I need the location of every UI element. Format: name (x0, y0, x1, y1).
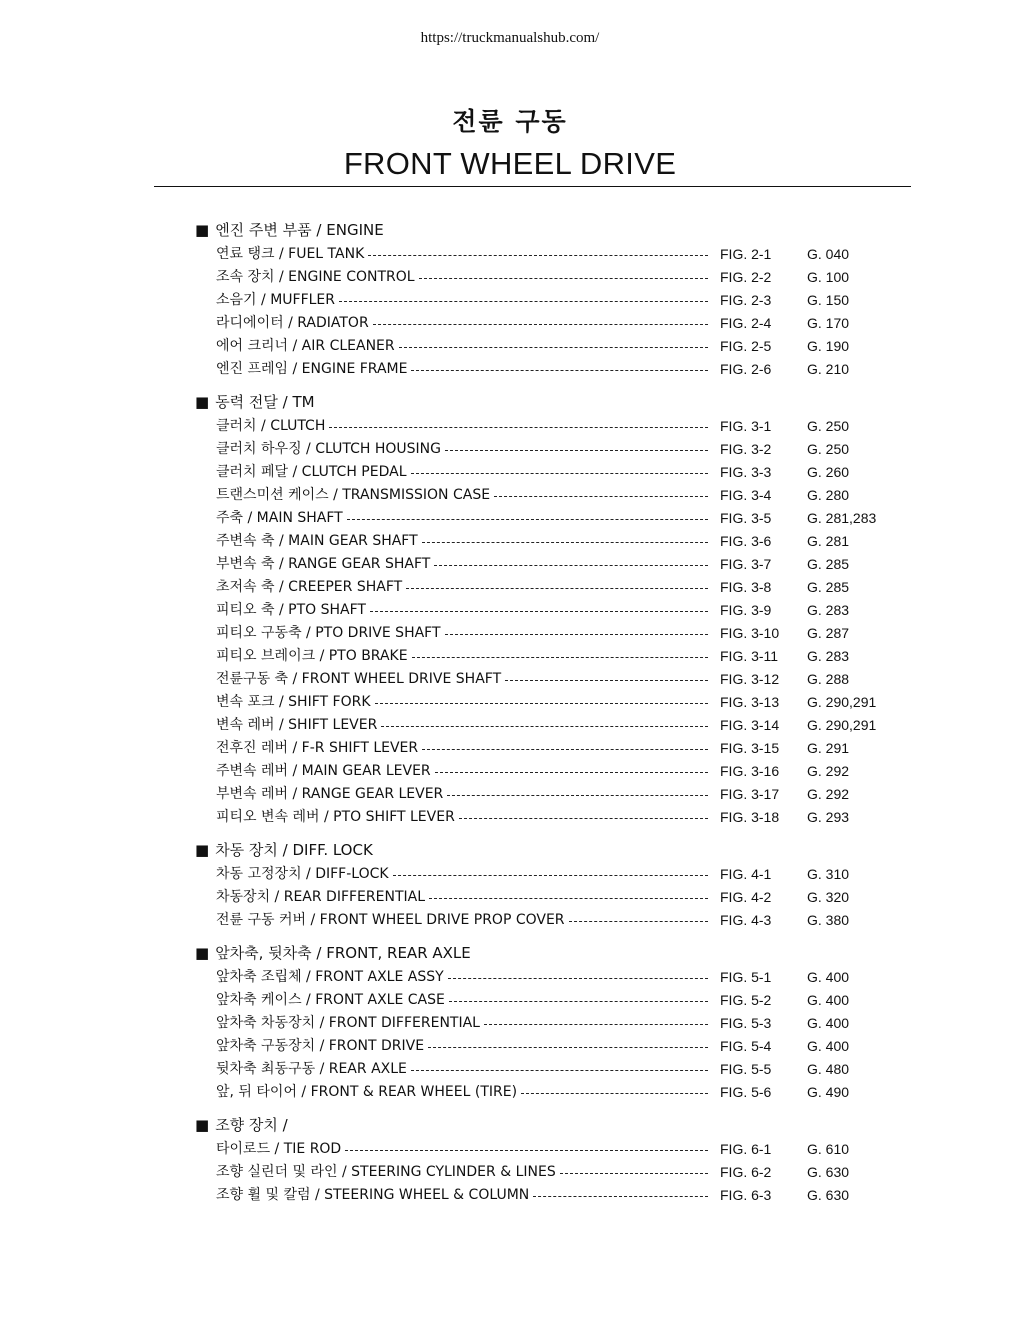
leader-dashes (373, 324, 708, 325)
entry-label-group (216, 484, 708, 507)
toc-entry (195, 645, 915, 668)
leader-dashes (434, 565, 708, 566)
entry-page-ref: G. 400 (807, 1015, 850, 1031)
toc-section (195, 1113, 915, 1207)
section-heading (195, 1113, 915, 1138)
toc-entry (195, 266, 915, 289)
entry-label: 조향 실린더 및 라인 / STEERING CYLINDER & LINES (216, 1164, 556, 1180)
entry-label: 조속 장치 / ENGINE CONTROL (216, 269, 415, 285)
leader-dashes (411, 473, 709, 474)
entry-label: 타이로드 / TIE ROD (216, 1141, 342, 1157)
toc-entry (195, 806, 915, 829)
leader-dashes (521, 1093, 708, 1094)
entry-page-ref: G. 250 (807, 418, 850, 434)
section-gap (195, 1104, 915, 1113)
leader-dashes (484, 1024, 708, 1025)
entry-label-group (216, 243, 708, 266)
entry-page-ref: G. 291 (807, 740, 850, 756)
entry-page-ref: G. 630 (807, 1187, 850, 1203)
toc-entry (195, 415, 915, 438)
toc-entry (195, 438, 915, 461)
toc-entry (195, 289, 915, 312)
entry-label: 앞차축 조립체 / FRONT AXLE ASSY (216, 969, 444, 985)
entry-figure-ref: FIG. 3-9 (720, 602, 772, 618)
leader-dashes (445, 450, 708, 451)
entry-page-ref: G. 285 (807, 556, 850, 572)
leader-dashes (422, 749, 708, 750)
entry-label-group (216, 886, 708, 909)
entry-label-group (216, 1161, 708, 1184)
toc-section (195, 838, 915, 941)
entry-figure-ref: FIG. 3-10 (720, 625, 780, 641)
toc-section (195, 941, 915, 1113)
toc-section (195, 390, 915, 838)
entry-figure-ref: FIG. 5-4 (720, 1038, 772, 1054)
entry-figure-ref: FIG. 6-1 (720, 1141, 772, 1157)
section-gap (195, 932, 915, 941)
entry-figure-ref: FIG. 2-4 (720, 315, 772, 331)
leader-dashes (533, 1196, 708, 1197)
toc-entry (195, 461, 915, 484)
entry-page-ref: G. 040 (807, 246, 850, 262)
entry-label: 뒷차축 최동구동 / REAR AXLE (216, 1061, 407, 1077)
toc-entry (195, 553, 915, 576)
toc-entry (195, 335, 915, 358)
toc-entry (195, 1058, 915, 1081)
leader-dashes (435, 772, 708, 773)
leader-dashes (375, 703, 709, 704)
entry-page-ref: G. 150 (807, 292, 850, 308)
entry-figure-ref: FIG. 2-2 (720, 269, 772, 285)
toc-entry (195, 484, 915, 507)
leader-dashes (560, 1173, 708, 1174)
toc-entry (195, 989, 915, 1012)
entry-label: 주축 / MAIN SHAFT (216, 510, 343, 526)
toc-entry (195, 691, 915, 714)
leader-dashes (406, 588, 708, 589)
entry-figure-ref: FIG. 3-13 (720, 694, 780, 710)
entry-figure-ref: FIG. 3-6 (720, 533, 772, 549)
section-heading-text: 동력 전달 / TM (215, 393, 315, 411)
entry-label: 전후진 레버 / F-R SHIFT LEVER (216, 740, 419, 756)
entry-label-group (216, 1138, 708, 1161)
leader-dashes (393, 875, 708, 876)
entry-label: 에어 크리너 / AIR CLEANER (216, 338, 395, 354)
leader-dashes (345, 1150, 708, 1151)
toc-entry (195, 737, 915, 760)
entry-page-ref: G. 250 (807, 441, 850, 457)
entry-figure-ref: FIG. 2-5 (720, 338, 772, 354)
entry-label-group (216, 966, 708, 989)
entry-label-group (216, 760, 708, 783)
entry-label-group (216, 576, 708, 599)
entry-label-group (216, 691, 708, 714)
square-bullet-icon: ■ (195, 1116, 210, 1134)
section-heading (195, 218, 915, 243)
entry-page-ref: G. 292 (807, 786, 850, 802)
section-gap (195, 381, 915, 390)
entry-label-group (216, 1012, 708, 1035)
entry-label: 앞차축 케이스 / FRONT AXLE CASE (216, 992, 445, 1008)
toc-entry (195, 599, 915, 622)
toc-entry (195, 1161, 915, 1184)
entry-label: 초저속 축 / CREEPER SHAFT (216, 579, 403, 595)
entry-page-ref: G. 290,291 (807, 717, 877, 733)
entry-page-ref: G. 400 (807, 992, 850, 1008)
toc-entry (195, 1184, 915, 1207)
entry-figure-ref: FIG. 3-14 (720, 717, 780, 733)
entry-page-ref: G. 283 (807, 602, 850, 618)
toc-entry (195, 530, 915, 553)
leader-dashes (419, 278, 708, 279)
entry-label-group (216, 783, 708, 806)
entry-label: 전륜구동 축 / FRONT WHEEL DRIVE SHAFT (216, 671, 502, 687)
entry-page-ref: G. 630 (807, 1164, 850, 1180)
entry-label-group (216, 289, 708, 312)
toc-entry (195, 863, 915, 886)
leader-dashes (399, 347, 708, 348)
entry-label-group (216, 553, 708, 576)
entry-label: 피티오 구동축 / PTO DRIVE SHAFT (216, 625, 441, 641)
toc-entry (195, 760, 915, 783)
entry-label: 앞, 뒤 타이어 / FRONT & REAR WHEEL (TIRE) (216, 1084, 518, 1100)
entry-label: 엔진 프레임 / ENGINE FRAME (216, 361, 408, 377)
toc-entry (195, 886, 915, 909)
entry-page-ref: G. 285 (807, 579, 850, 595)
toc-entry (195, 622, 915, 645)
leader-dashes (445, 634, 708, 635)
square-bullet-icon: ■ (195, 841, 210, 859)
square-bullet-icon: ■ (195, 221, 210, 239)
entry-label-group (216, 438, 708, 461)
entry-figure-ref: FIG. 6-3 (720, 1187, 772, 1203)
entry-label: 조향 휠 및 칼럼 / STEERING WHEEL & COLUMN (216, 1187, 530, 1203)
entry-label: 주변속 레버 / MAIN GEAR LEVER (216, 763, 431, 779)
entry-page-ref: G. 170 (807, 315, 850, 331)
leader-dashes (381, 726, 708, 727)
toc-entry (195, 1081, 915, 1104)
entry-page-ref: G. 281 (807, 533, 850, 549)
entry-figure-ref: FIG. 3-1 (720, 418, 772, 434)
leader-dashes (370, 611, 708, 612)
section-heading-text: 앞차축, 뒷차축 / FRONT, REAR AXLE (215, 944, 471, 962)
entry-label: 앞차축 구동장치 / FRONT DRIVE (216, 1038, 425, 1054)
toc-entry (195, 783, 915, 806)
entry-figure-ref: FIG. 5-5 (720, 1061, 772, 1077)
toc-entry (195, 1138, 915, 1161)
entry-figure-ref: FIG. 3-2 (720, 441, 772, 457)
entry-label-group (216, 737, 708, 760)
entry-figure-ref: FIG. 5-2 (720, 992, 772, 1008)
leader-dashes (339, 301, 708, 302)
entry-page-ref: G. 210 (807, 361, 850, 377)
square-bullet-icon: ■ (195, 393, 210, 411)
entry-page-ref: G. 380 (807, 912, 850, 928)
entry-figure-ref: FIG. 4-3 (720, 912, 772, 928)
entry-figure-ref: FIG. 3-12 (720, 671, 780, 687)
entry-label-group (216, 668, 708, 691)
entry-label-group (216, 1081, 708, 1104)
page-title-english: FRONT WHEEL DRIVE (343, 146, 677, 181)
entry-page-ref: G. 293 (807, 809, 850, 825)
entry-label-group (216, 507, 708, 530)
entry-label-group (216, 415, 708, 438)
toc-section (195, 218, 915, 390)
leader-dashes (329, 427, 708, 428)
leader-dashes (448, 978, 708, 979)
leader-dashes (449, 1001, 708, 1002)
toc-entry (195, 668, 915, 691)
entry-figure-ref: FIG. 3-15 (720, 740, 780, 756)
entry-label: 주변속 축 / MAIN GEAR SHAFT (216, 533, 418, 549)
page-title-korean: 전륜 구동 (452, 107, 568, 136)
leader-dashes (347, 519, 708, 520)
entry-label-group (216, 335, 708, 358)
entry-figure-ref: FIG. 3-5 (720, 510, 772, 526)
entry-page-ref: G. 281,283 (807, 510, 877, 526)
entry-figure-ref: FIG. 5-3 (720, 1015, 772, 1031)
source-url: https://truckmanualshub.com/ (420, 30, 600, 46)
entry-page-ref: G. 310 (807, 866, 850, 882)
leader-dashes (411, 1070, 708, 1071)
entry-label: 연료 탱크 / FUEL TANK (216, 246, 365, 262)
entry-figure-ref: FIG. 2-3 (720, 292, 772, 308)
entry-label: 부변속 축 / RANGE GEAR SHAFT (216, 556, 431, 572)
entry-label: 소음기 / MUFFLER (216, 292, 335, 308)
entry-figure-ref: FIG. 3-8 (720, 579, 772, 595)
entry-label: 차동장치 / REAR DIFFERENTIAL (216, 889, 426, 905)
entry-figure-ref: FIG. 2-1 (720, 246, 772, 262)
entry-label: 라디에이터 / RADIATOR (216, 315, 369, 331)
entry-label: 클러치 하우징 / CLUTCH HOUSING (216, 441, 441, 457)
leader-dashes (428, 1047, 708, 1048)
table-of-contents (195, 218, 915, 1207)
entry-label-group (216, 1035, 708, 1058)
entry-label-group (216, 714, 708, 737)
entry-figure-ref: FIG. 3-17 (720, 786, 780, 802)
section-heading (195, 390, 915, 415)
entry-label-group (216, 358, 708, 381)
entry-figure-ref: FIG. 4-2 (720, 889, 772, 905)
entry-label: 피티오 축 / PTO SHAFT (216, 602, 366, 618)
entry-label: 클러치 / CLUTCH (216, 418, 326, 434)
leader-dashes (422, 542, 708, 543)
leader-dashes (459, 818, 708, 819)
entry-label-group (216, 645, 708, 668)
leader-dashes (429, 898, 708, 899)
entry-page-ref: G. 260 (807, 464, 850, 480)
entry-page-ref: G. 288 (807, 671, 850, 687)
entry-page-ref: G. 320 (807, 889, 850, 905)
section-gap (195, 829, 915, 838)
entry-figure-ref: FIG. 3-16 (720, 763, 780, 779)
toc-entry (195, 312, 915, 335)
entry-figure-ref: FIG. 2-6 (720, 361, 772, 377)
entry-page-ref: G. 190 (807, 338, 850, 354)
entry-label: 트랜스미션 케이스 / TRANSMISSION CASE (216, 487, 491, 503)
toc-entry (195, 576, 915, 599)
entry-figure-ref: FIG. 3-7 (720, 556, 772, 572)
toc-entry (195, 243, 915, 266)
leader-dashes (447, 795, 708, 796)
entry-page-ref: G. 480 (807, 1061, 850, 1077)
section-heading (195, 838, 915, 863)
entry-figure-ref: FIG. 4-1 (720, 866, 772, 882)
entry-label: 변속 포크 / SHIFT FORK (216, 694, 371, 710)
entry-figure-ref: FIG. 5-6 (720, 1084, 772, 1100)
entry-label-group (216, 1184, 708, 1207)
entry-label-group (216, 599, 708, 622)
entry-page-ref: G. 283 (807, 648, 850, 664)
toc-entry (195, 714, 915, 737)
entry-page-ref: G. 280 (807, 487, 850, 503)
toc-entry (195, 909, 915, 932)
section-heading-text: 엔진 주변 부품 / ENGINE (215, 221, 384, 239)
entry-label-group (216, 530, 708, 553)
entry-label: 피티오 변속 레버 / PTO SHIFT LEVER (216, 809, 455, 825)
entry-label-group (216, 863, 708, 886)
toc-entry (195, 966, 915, 989)
entry-label-group (216, 989, 708, 1012)
leader-dashes (569, 921, 708, 922)
entry-label-group (216, 622, 708, 645)
entry-page-ref: G. 400 (807, 1038, 850, 1054)
section-heading-text: 차동 장치 / DIFF. LOCK (215, 841, 373, 859)
entry-label: 부변속 레버 / RANGE GEAR LEVER (216, 786, 444, 802)
leader-dashes (368, 255, 708, 256)
entry-label-group (216, 312, 708, 335)
section-heading-text: 조향 장치 / (215, 1116, 288, 1134)
entry-label: 차동 고정장치 / DIFF-LOCK (216, 866, 389, 882)
leader-dashes (494, 496, 708, 497)
entry-label-group (216, 266, 708, 289)
entry-figure-ref: FIG. 6-2 (720, 1164, 772, 1180)
entry-label-group (216, 1058, 708, 1081)
entry-figure-ref: FIG. 3-18 (720, 809, 780, 825)
entry-page-ref: G. 287 (807, 625, 850, 641)
leader-dashes (411, 370, 708, 371)
entry-label-group (216, 806, 708, 829)
entry-label-group (216, 461, 708, 484)
entry-figure-ref: FIG. 5-1 (720, 969, 772, 985)
toc-entry (195, 507, 915, 530)
entry-page-ref: G. 490 (807, 1084, 850, 1100)
square-bullet-icon: ■ (195, 944, 210, 962)
toc-entry (195, 358, 915, 381)
entry-label: 변속 레버 / SHIFT LEVER (216, 717, 378, 733)
toc-entry (195, 1035, 915, 1058)
entry-page-ref: G. 292 (807, 763, 850, 779)
entry-page-ref: G. 610 (807, 1141, 850, 1157)
entry-figure-ref: FIG. 3-3 (720, 464, 772, 480)
section-heading (195, 941, 915, 966)
leader-dashes (505, 680, 708, 681)
entry-page-ref: G. 290,291 (807, 694, 877, 710)
entry-label: 앞차축 차동장치 / FRONT DIFFERENTIAL (216, 1015, 480, 1031)
toc-entry (195, 1012, 915, 1035)
entry-label: 전륜 구동 커버 / FRONT WHEEL DRIVE PROP COVER (216, 912, 565, 928)
title-divider (154, 186, 911, 187)
entry-page-ref: G. 400 (807, 969, 850, 985)
entry-page-ref: G. 100 (807, 269, 850, 285)
leader-dashes (412, 657, 708, 658)
entry-figure-ref: FIG. 3-11 (720, 648, 779, 664)
entry-figure-ref: FIG. 3-4 (720, 487, 772, 503)
entry-label-group (216, 909, 708, 932)
entry-label: 클러치 페달 / CLUTCH PEDAL (216, 464, 407, 480)
entry-label: 피티오 브레이크 / PTO BRAKE (216, 648, 408, 664)
